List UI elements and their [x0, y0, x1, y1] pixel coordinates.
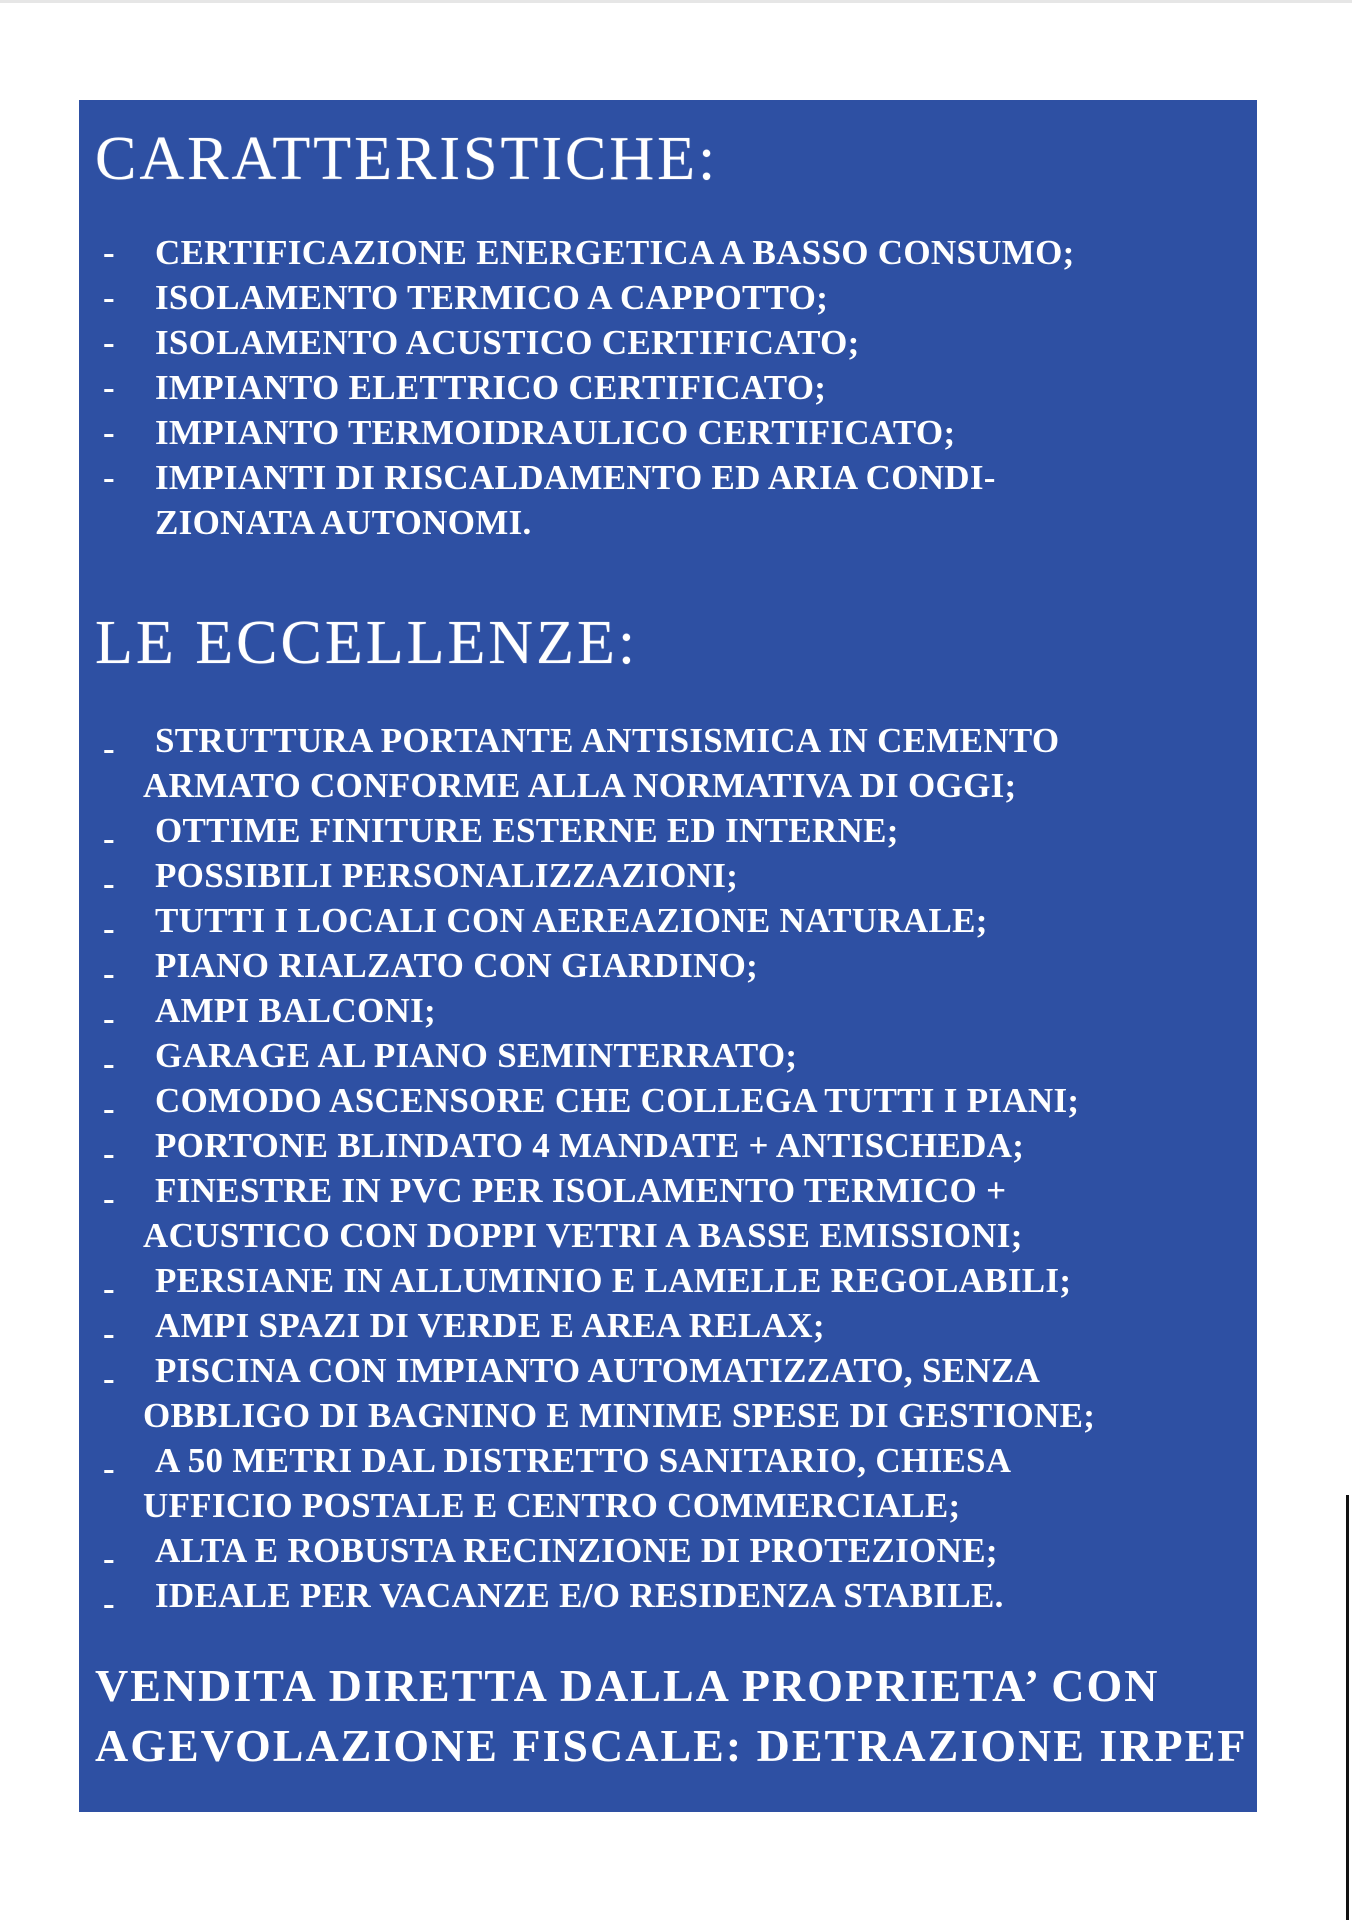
list-item-text-continued: ARMATO CONFORME ALLA NORMATIVA DI OGGI; — [143, 766, 1017, 805]
list-item-text: POSSIBILI PERSONALIZZAZIONI; — [155, 856, 739, 895]
list-item-text: PISCINA CON IMPIANTO AUTOMATIZZATO, SENZA — [155, 1351, 1041, 1390]
list-item-text: GARAGE AL PIANO SEMINTERRATO; — [155, 1036, 798, 1075]
sale-notice — [95, 1656, 1247, 1776]
bullet-dash: - — [103, 368, 115, 407]
list-item-text: CERTIFICAZIONE ENERGETICA A BASSO CONSUMO; — [155, 233, 1075, 272]
sale-notice-line-2: AGEVOLAZIONE FISCALE: DETRAZIONE IRPEF — [95, 1720, 1248, 1771]
bullet-dash: - — [103, 413, 115, 452]
list-item-text-continued: ACUSTICO CON DOPPI VETRI A BASSE EMISSIONI; — [143, 1216, 1023, 1255]
list-item — [79, 1528, 1095, 1578]
list-item-text: PIANO RIALZATO CON GIARDINO; — [155, 946, 759, 985]
list-item — [79, 275, 1075, 320]
bullet-dash: - — [103, 999, 115, 1038]
list-item-text: COMODO ASCENSORE CHE COLLEGA TUTTI I PIANI; — [155, 1081, 1080, 1120]
feature-panel — [79, 100, 1257, 1812]
list-item-text-continued: UFFICIO POSTALE E CENTRO COMMERCIALE; — [143, 1486, 961, 1525]
list-item — [79, 988, 1095, 1038]
list-item-text: AMPI SPAZI DI VERDE E AREA RELAX; — [155, 1306, 825, 1345]
list-item-text: ISOLAMENTO TERMICO A CAPPOTTO; — [155, 278, 829, 317]
list-item-text: FINESTRE IN PVC PER ISOLAMENTO TERMICO + — [155, 1171, 1007, 1210]
bullet-dash: - — [103, 323, 115, 362]
bullet-dash: - — [103, 954, 115, 993]
list-item-text: PORTONE BLINDATO 4 MANDATE + ANTISCHEDA; — [155, 1126, 1025, 1165]
list-item-text: IMPIANTI DI RISCALDAMENTO ED ARIA CONDI- — [155, 458, 996, 497]
section-title-caratteristiche: CARATTERISTICHE: — [95, 125, 719, 193]
caratteristiche-list — [79, 230, 1075, 545]
list-item-text: IMPIANTO ELETTRICO CERTIFICATO; — [155, 368, 827, 407]
list-item — [79, 898, 1095, 948]
list-item — [79, 1438, 1095, 1528]
bullet-dash: - — [103, 819, 115, 858]
list-item — [79, 808, 1095, 858]
list-item-text: AMPI BALCONI; — [155, 991, 436, 1030]
bullet-dash: - — [103, 1359, 115, 1398]
eccellenze-list — [79, 718, 1096, 1623]
bullet-dash: - — [103, 1089, 115, 1128]
list-item — [79, 1168, 1095, 1258]
list-item — [79, 455, 1075, 545]
list-item — [79, 1303, 1095, 1353]
list-item — [79, 1348, 1095, 1438]
scan-edge-top — [0, 0, 1352, 3]
bullet-dash: - — [103, 1179, 115, 1218]
list-item-text-continued: ZIONATA AUTONOMI. — [155, 503, 532, 542]
list-item-text: IDEALE PER VACANZE E/O RESIDENZA STABILE. — [155, 1576, 1004, 1615]
sale-notice-line-1: VENDITA DIRETTA DALLA PROPRIETA’ CON — [95, 1660, 1160, 1711]
bullet-dash: - — [103, 1449, 115, 1488]
list-item — [79, 410, 1075, 455]
section-title-eccellenze: LE ECCELLENZE: — [95, 609, 639, 677]
list-item-text: PERSIANE IN ALLUMINIO E LAMELLE REGOLABILI; — [155, 1261, 1072, 1300]
list-item-text: TUTTI I LOCALI CON AEREAZIONE NATURALE; — [155, 901, 988, 940]
list-item-text: STRUTTURA PORTANTE ANTISISMICA IN CEMENTO — [155, 721, 1060, 760]
bullet-dash: - — [103, 1134, 115, 1173]
bullet-dash: - — [103, 909, 115, 948]
list-item — [79, 1258, 1095, 1308]
list-item-text: ISOLAMENTO ACUSTICO CERTIFICATO; — [155, 323, 860, 362]
list-item — [79, 1033, 1095, 1083]
bullet-dash: - — [103, 1044, 115, 1083]
list-item-text: ALTA E ROBUSTA RECINZIONE DI PROTEZIONE; — [155, 1531, 998, 1570]
bullet-dash: - — [103, 1539, 115, 1578]
list-item — [79, 1078, 1095, 1128]
list-item — [79, 230, 1075, 275]
bullet-dash: - — [103, 1269, 115, 1308]
bullet-dash: - — [103, 278, 115, 317]
bullet-dash: - — [103, 864, 115, 903]
list-item-text: OTTIME FINITURE ESTERNE ED INTERNE; — [155, 811, 899, 850]
bullet-dash: - — [103, 1584, 115, 1623]
list-item — [79, 1573, 1095, 1623]
bullet-dash: - — [103, 1314, 115, 1353]
list-item-text: A 50 METRI DAL DISTRETTO SANITARIO, CHIESA — [155, 1441, 1012, 1480]
list-item — [79, 365, 1075, 410]
list-item — [79, 320, 1075, 365]
list-item — [79, 1123, 1095, 1173]
scan-edge-right — [1346, 1495, 1349, 1920]
list-item — [79, 718, 1095, 808]
list-item-text: IMPIANTO TERMOIDRAULICO CERTIFICATO; — [155, 413, 956, 452]
list-item — [79, 943, 1095, 993]
list-item-text-continued: OBBLIGO DI BAGNINO E MINIME SPESE DI GESTIONE; — [143, 1396, 1096, 1435]
list-item — [79, 853, 1095, 903]
bullet-dash: - — [103, 729, 115, 768]
bullet-dash: - — [103, 458, 115, 497]
bullet-dash: - — [103, 233, 115, 272]
